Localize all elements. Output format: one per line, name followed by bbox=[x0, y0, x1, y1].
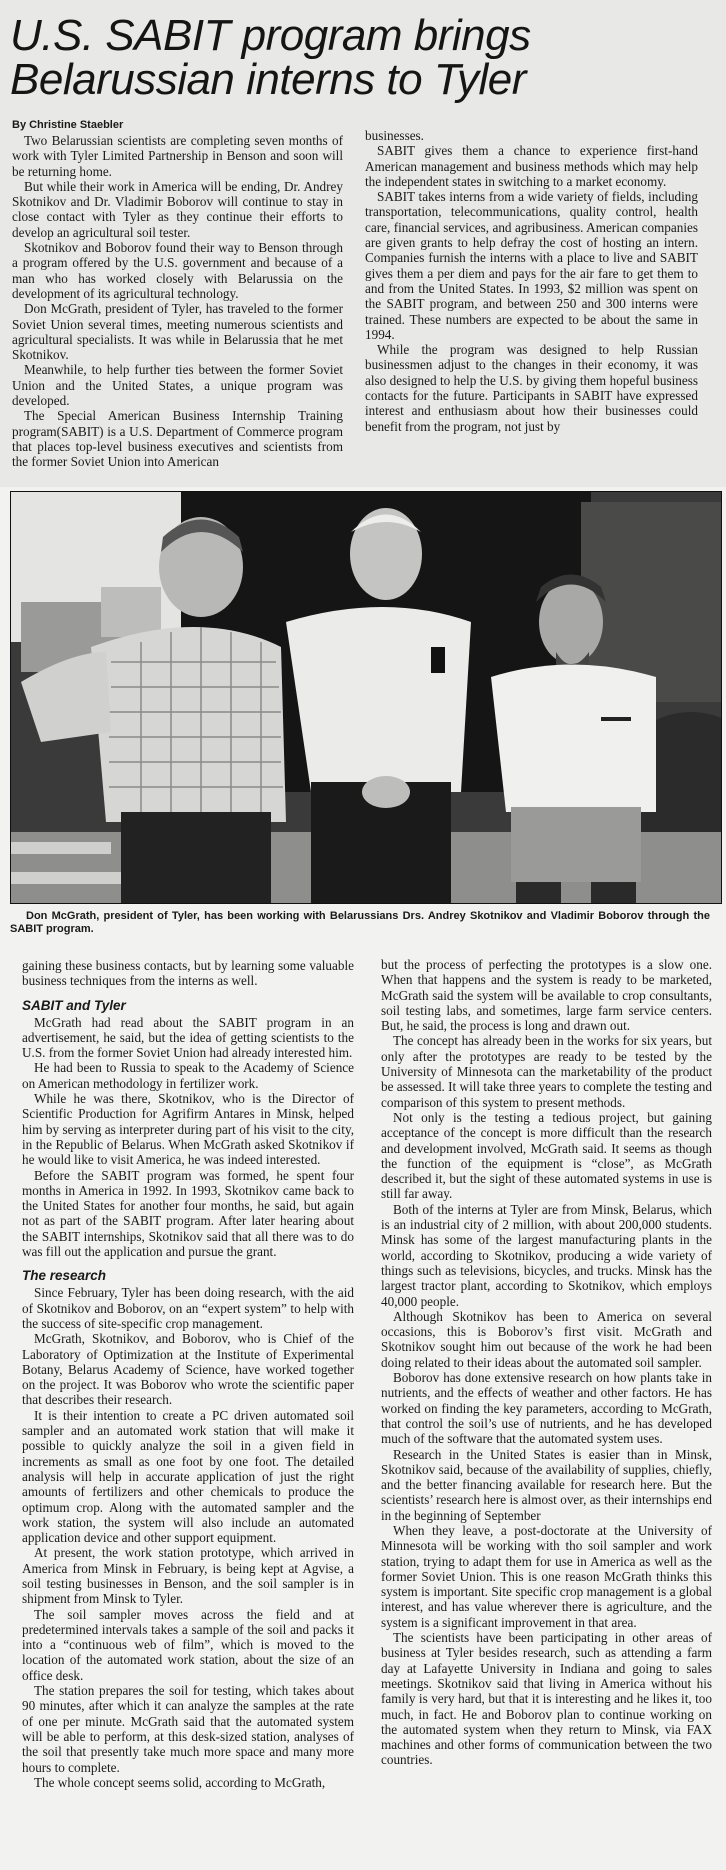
paragraph: Meanwhile, to help further ties between the former Soviet Union and the United States, a unique program was developed. bbox=[12, 362, 343, 409]
paragraph: The soil sampler moves across the field and at predetermined intervals takes a sample of the soil and packs it into a “continuous web of film”, which is moved to the location of the automated work station, about the size of an office desk. bbox=[22, 1606, 354, 1683]
paragraph: It is their intention to create a PC driven automated soil sampler and an automated work station that will make it possible to quickly analyze the soil in a given field in increments as small as one foot by one foot. The detailed analysis will help in accurate application of just the right amounts of fertilizers and other chemicals to produce the optimum crop. Along with the automated sampler and the work station, the system will also include an automated application device and other support equipment. bbox=[22, 1407, 354, 1546]
paragraph: SABIT gives them a chance to experience first-hand American management and business methods which may help the independent states in switching to a market economy. bbox=[365, 143, 698, 189]
bottom-right-column bbox=[381, 957, 712, 1768]
paragraph: Both of the interns at Tyler are from Minsk, Belarus, which is an industrial city of 2 million, with about 200,000 students. Minsk has some of the largest manufacturing plants in the world, according to Skotnikov, producing a wide variety of things such as televisions, bicycles, and trucks. Minsk has the largest tractor plant, according to Skotnikov, which employs 40,000 people. bbox=[381, 1201, 712, 1309]
top-right-column bbox=[365, 128, 698, 434]
paragraph-continuation: but the process of perfecting the prototypes is a slow one. When that happens and the system is ready to be marketed, McGrath said the system will be available to crop consultants, soil testing labs, and sometimes, large farm service centers. But, he said, the process is long and drawn out. bbox=[381, 957, 712, 1034]
paragraph: Since February, Tyler has been doing research, with the aid of Skotnikov and Boborov, on an “expert system” to help with the success of site-specific crop management. bbox=[22, 1285, 354, 1331]
paragraph-continuation: businesses. bbox=[365, 128, 424, 143]
paragraph: But while their work in America will be ending, Dr. Andrey Skotnikov and Dr. Vladimir Boborov will continue to stay in close contact with Tyler as they continue their efforts to develop an agricultural soil tester. bbox=[12, 178, 343, 240]
headline-line-2: Belarussian interns to Tyler bbox=[10, 55, 526, 104]
paragraph: While he was there, Skotnikov, who is the Director of Scientific Production for Agrifirm Antares in Minsk, helped him by serving as interpreter during part of his visit to the city, in the Republic of Belarus. When McGrath asked Skotnikov if he would like to visit America, he was indeed interested. bbox=[22, 1091, 354, 1168]
paragraph: The station prepares the soil for testing, which takes about 90 minutes, after which it can analyze the samples at the rate of one per minute. McGrath said that the automated system will be able to perform, at this desk-sized station, analyses of the soil that presently take much more space and many more hours to complete. bbox=[22, 1683, 354, 1775]
paragraph: At present, the work station prototype, which arrived in America from Minsk in February, is being kept at Agvise, a soil testing businesses in Benson, and the soil sampler is in shipment from Minsk to Tyler. bbox=[22, 1545, 354, 1607]
article-photo bbox=[10, 491, 722, 904]
byline: By Christine Staebler bbox=[12, 119, 124, 131]
paragraph: He had been to Russia to speak to the Academy of Science on American methodology in fertilizer work. bbox=[22, 1060, 354, 1091]
top-left-column bbox=[12, 133, 343, 470]
paragraph: The concept has already been in the works for six years, but only after the prototypes are ready to be tested by the University of Minnesota can the marketability of the product be assessed. It will take three years to complete the testing and comparison of this system to present methods. bbox=[381, 1033, 712, 1110]
paragraph: Boborov has done extensive research on how plants take in nutrients, and the effects of weather and other factors. He has worked on finding the key parameters, according to McGrath, that control the soil’s use of nutrients, and he has developed much of the software that the automated system uses. bbox=[381, 1370, 712, 1447]
paragraph: Not only is the testing a tedious project, but gaining acceptance of the concept is more difficult than the research and development involved, McGrath said. It seems as though the function of the equipment is “close”, as McGrath described it, but the sight of these automated systems in use is still far away. bbox=[381, 1109, 712, 1202]
paragraph: Although Skotnikov has been to America on several occasions, this is Boborov’s first visit. McGrath and Skotnikov sought him out because of the work he had been doing related to their ideas about the automated soil sampler. bbox=[381, 1308, 712, 1370]
headline bbox=[10, 11, 710, 104]
three-men-photo-icon bbox=[11, 492, 722, 904]
paragraph: Don McGrath, president of Tyler, has traveled to the former Soviet Union several times, meeting numerous scientists and agricultural specialists. It was while in Belarussia that he met Skotnikov. bbox=[12, 301, 343, 363]
headline-line-1: U.S. SABIT program brings bbox=[10, 11, 531, 60]
photo-caption: Don McGrath, president of Tyler, has been working with Belarussians Drs. Andrey Skotnikov and Vladimir Boborov through the SABIT program. bbox=[10, 910, 710, 935]
paragraph: Before the SABIT program was formed, he spent four months in America in 1992. In 1993, Skotnikov came back to the United States for another four months, he said, but again not as part of the SABIT program. After later hearing about the SABIT internships, Skotnikov said that all there was to do was fill out the application and pursue the grant. bbox=[22, 1167, 354, 1260]
section-heading-the-research: The research bbox=[22, 1268, 107, 1284]
paragraph: Research in the United States is easier than in Minsk, Skotnikov said, because of the availability of supplies, chiefly, and the better financing available for research here. But the scientists’ research here is almost over, as their internships end in the beginning of September bbox=[381, 1446, 712, 1523]
paragraph: Two Belarussian scientists are completing seven months of work with Tyler Limited Partnership in Benson and soon will be returning home. bbox=[12, 133, 343, 179]
paragraph: Skotnikov and Boborov found their way to Benson through a program offered by the U.S. government and because of a man who has worked closely with Belarussia on the development of its agricultural technology. bbox=[12, 240, 343, 301]
section-heading-sabit-and-tyler: SABIT and Tyler bbox=[22, 997, 126, 1013]
paragraph: McGrath had read about the SABIT program in an advertisement, he said, but the idea of getting scientists to the U.S. from the former Soviet Union had already interested him. bbox=[22, 1014, 354, 1061]
paragraph: The scientists have been participating in other areas of business at Tyler besides research, such as attending a farm day at Lafayette University in Indiana and going to sales meetings. Skotnikov said that living in America without his family is very hard, but that it is interesting and he likes it, too much, in fact. He and Boborov plan to continue working on the automated system when they return to Minsk, via FAX machines and other forms of communication between the two countries. bbox=[381, 1630, 712, 1768]
paragraph: While the program was designed to help Russian businessmen adjust to the changes in their economy, it was also designed to help the U.S. by giving them hopeful business contacts for the future. Participants in SABIT have expressed interest and enthusiasm about how their businesses could benefit from the program, not just by bbox=[365, 342, 698, 434]
paragraph-continuation: gaining these business contacts, but by learning some valuable business techniques from the interns as well. bbox=[22, 958, 354, 989]
bottom-left-column bbox=[22, 958, 354, 1790]
paragraph: SABIT takes interns from a wide variety of fields, including transportation, telecommunications, quality control, health care, financial services, and agribusiness. American companies are given grants to help defray the cost of hosting an intern. Companies furnish the interns with a place to live and SABIT gives them a per diem and pays for the air fare to get them to and from the United States. In 1993, $2 million was spent on the SABIT program, and between 250 and 300 interns were trained. These numbers are expected to be about the same in 1994. bbox=[365, 189, 698, 342]
paragraph: When they leave, a post-doctorate at the University of Minnesota will be working with tho soil sampler and work station, trying to adapt them for use in America as well as the former Soviet Union. This is one reason McGrath thinks this system is important. Site specific crop management is a global interest, and has value wherever there is agriculture, and the system is a significant improvement in that area. bbox=[381, 1522, 712, 1630]
paragraph: The Special American Business Internship Training program(SABIT) is a U.S. Department of Commerce program that places top-level business executives and scientists from the former Soviet Union into American bbox=[12, 408, 343, 470]
paragraph: McGrath, Skotnikov, and Boborov, who is Chief of the Laboratory of Optimization at the Institute of Experimental Botany, Belarus Academy of Science, have worked together on the project. It was Boborov who wrote the scientific paper that describes their research. bbox=[22, 1331, 354, 1408]
paragraph: The whole concept seems solid, according to McGrath, bbox=[34, 1774, 326, 1790]
